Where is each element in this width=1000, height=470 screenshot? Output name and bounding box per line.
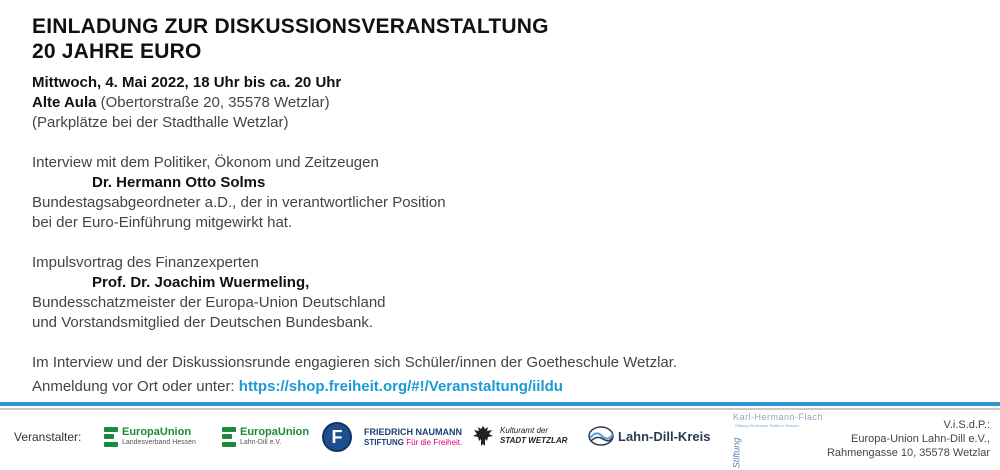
visdp-address: Rahmengasse 10, 35578 Wetzlar [826, 447, 990, 459]
impuls-speaker-name: Prof. Dr. Joachim Wuermeling, [92, 274, 310, 291]
eu-hessen-name: EuropaUnion [122, 426, 192, 438]
event-date: Mittwoch, 4. Mai 2022, 18 Uhr bis ca. 20 Uhr [32, 74, 342, 91]
organizers-label: Veranstalter: [14, 430, 82, 444]
kulturamt-line-2: STADT WETZLAR [500, 436, 568, 445]
event-details [32, 73, 972, 133]
parking-note: (Parkplätze bei der Stadthalle Wetzlar) [32, 114, 289, 131]
fns-f-icon: F [322, 422, 352, 452]
footer-divider-blue [0, 402, 1000, 406]
interview-intro: Interview mit dem Politiker, Ökonom und Zeitzeugen [32, 154, 379, 171]
interview-section [32, 153, 972, 233]
kulturamt-line-1: Kulturamt der [500, 426, 549, 435]
event-venue [32, 93, 972, 113]
fns-stiftung: STIFTUNG [364, 437, 404, 447]
title-line-1: EINLADUNG ZUR DISKUSSIONSVERANSTALTUNG [32, 15, 549, 38]
fns-line-1: FRIEDRICH NAUMANN [364, 426, 462, 437]
ldk-name: Lahn-Dill-Kreis [618, 428, 711, 444]
registration-text: Anmeldung vor Ort oder unter: [32, 378, 239, 395]
impuls-section [32, 253, 972, 333]
lahn-dill-kreis-logo [588, 426, 710, 446]
footer [0, 410, 1000, 470]
invitation-body [32, 14, 972, 397]
kulturamt-wetzlar-logo [472, 424, 567, 448]
fns-slogan: Für die Freiheit. [406, 437, 463, 447]
interview-desc-2: bei der Euro-Einführung mitgewirkt hat. [32, 214, 293, 231]
impuls-desc-2: und Vorstandsmitglied der Deutschen Bundesbank. [32, 314, 374, 331]
impuls-intro: Impulsvortrag des Finanzexperten [32, 254, 259, 271]
closing-section [32, 353, 972, 397]
interview-guest-name: Dr. Hermann Otto Solms [92, 174, 266, 191]
friedrich-naumann-logo [322, 422, 462, 452]
venue-name: Alte Aula [32, 94, 97, 111]
registration-link[interactable]: https://shop.freiheit.org/#!/Veranstaltung/iildu [238, 378, 563, 395]
eu-hessen-sub: Landesverband Hessen [122, 439, 196, 446]
registration-line [32, 377, 972, 397]
visdp-label: V.i.S.d.P.: [943, 419, 990, 431]
page-title [32, 14, 972, 64]
eagle-crest-icon [472, 424, 494, 448]
eu-lahndill-sub: Lahn-Dill e.V. [240, 439, 282, 446]
europa-union-icon [222, 427, 236, 447]
title-line-2: 20 JAHRE EURO [32, 40, 202, 63]
students-note: Im Interview und der Diskussionsrunde engagieren sich Schüler/innen der Goetheschule Wetzlar. [32, 354, 678, 371]
khf-line-3: Stiftung [731, 437, 742, 469]
impuls-desc-1: Bundesschatzmeister der Europa-Union Deutschland [32, 294, 386, 311]
europa-union-icon [104, 427, 118, 447]
eu-lahndill-name: EuropaUnion [240, 426, 310, 438]
visdp-block [827, 418, 990, 460]
europa-union-hessen-logo [104, 426, 196, 447]
khf-line-1: Karl-Hermann-Flach [733, 412, 824, 422]
europa-union-lahndill-logo [222, 426, 309, 447]
venue-address: (Obertorstraße 20, 35578 Wetzlar) [96, 94, 330, 111]
fns-line-2 [364, 438, 462, 448]
interview-desc-1: Bundestagsabgeordneter a.D., der in verantwortlicher Position [32, 194, 446, 211]
khf-line-2: Stiftung für liberale Politik in Hessen [735, 423, 800, 428]
visdp-org: Europa-Union Lahn-Dill e.V., [850, 433, 990, 445]
lahn-dill-wave-icon [588, 426, 614, 446]
